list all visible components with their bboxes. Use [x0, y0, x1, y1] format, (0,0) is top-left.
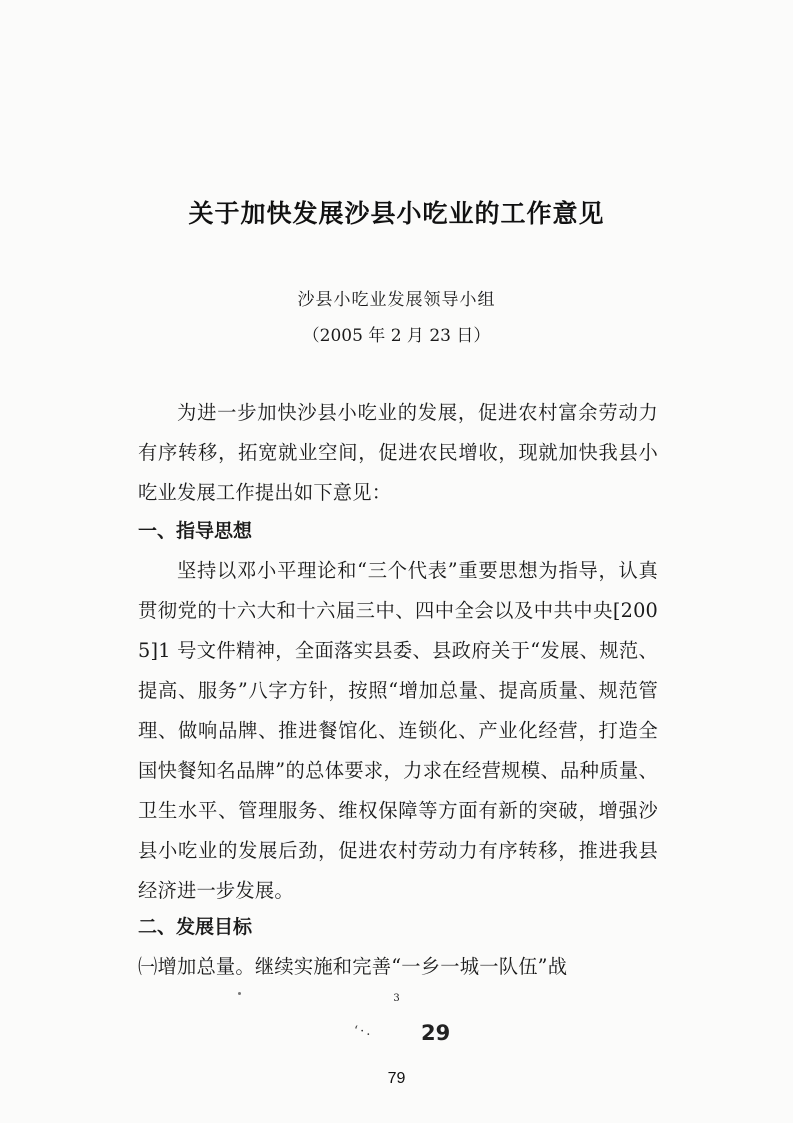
stamp-marks: ‘·.	[354, 1024, 373, 1039]
document-date: （2005 年 2 月 23 日）	[302, 326, 491, 346]
stamped-page-number: 29	[421, 1021, 451, 1045]
original-folio-number: 3	[393, 993, 400, 1004]
document-title: 关于加快发展沙县小吃业的工作意见	[188, 199, 605, 228]
section-heading-guiding-ideology: 一、指导思想	[138, 520, 253, 542]
page-number: 79	[387, 1070, 406, 1087]
guiding-ideology-paragraph: 坚持以邓小平理论和“三个代表”重要思想为指导，认真贯彻党的十六大和十六届三中、四中全会以及中共中央[2005]1 号文件精神，全面落实县委、县政府关于“发展、规范、提高、服务”八字方针，按照“增加总量、提高质量、规范管理、做响品牌、推进餐馆化、连锁化、产业化经营，打造全国快餐知名品牌”的总体要求，力求在经营规模、品种质量、卫生水平、管理服务、维权保障等方面有新的突破，增强沙县小吃业的发展后劲，促进农村劳动力有序转移，推进我县经济进一步发展。	[138, 559, 658, 902]
section-heading-development-goals: 二、发展目标	[138, 916, 253, 938]
development-goals-paragraph: ㈠增加总量。继续实施和完善“一乡一城一队伍”战	[138, 955, 568, 978]
intro-paragraph: 为进一步加快沙县小吃业的发展，促进农村富余劳动力有序转移，拓宽就业空间，促进农民增收，现就加快我县小吃业发展工作提出如下意见：	[138, 401, 658, 504]
document-author: 沙县小吃业发展领导小组	[297, 290, 496, 310]
